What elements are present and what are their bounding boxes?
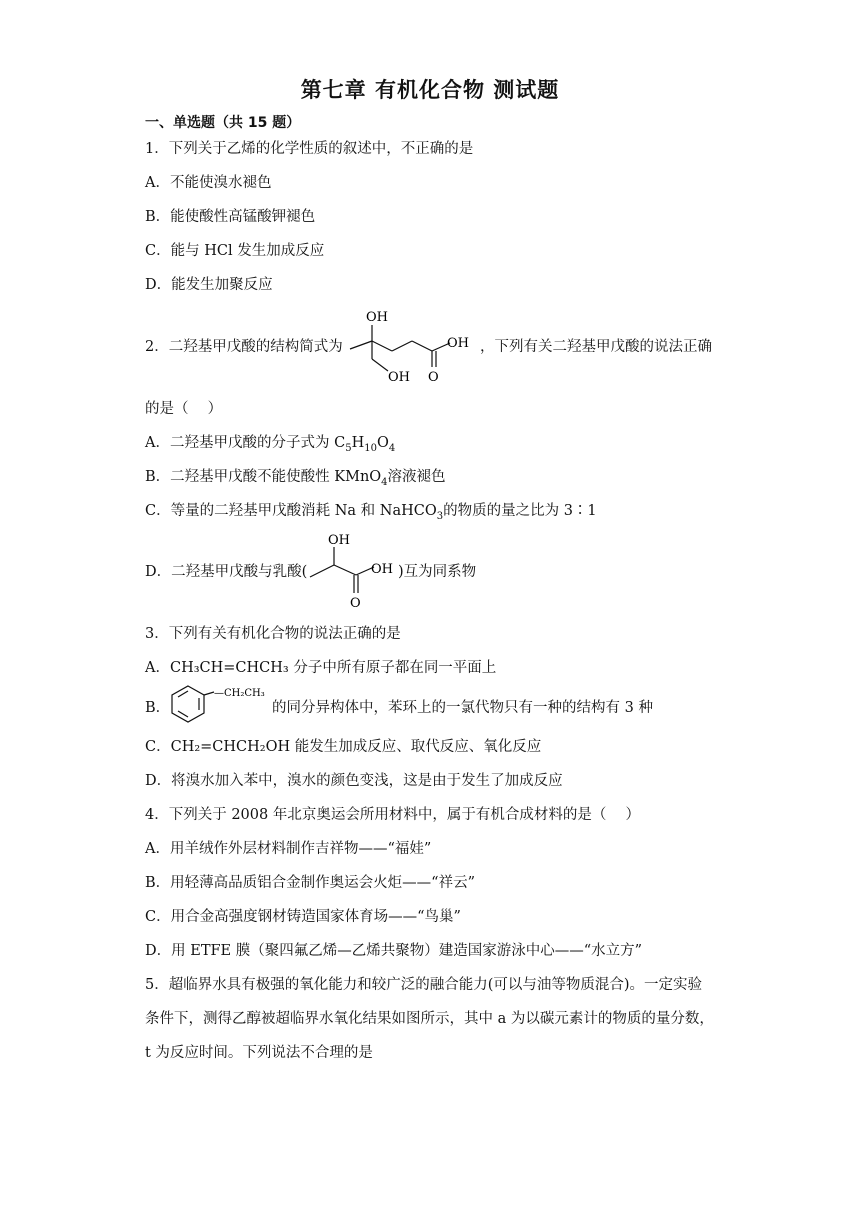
q1-stem: 1．下列关于乙烯的化学性质的叙述中，不正确的是 — [145, 141, 474, 157]
q1-option-b: B．能使酸性高锰酸钾褪色 — [145, 209, 316, 225]
q2-a-mid2: O — [376, 435, 389, 451]
lactic-acid-structure — [308, 531, 400, 611]
q3-option-b-post: 的同分异构体中，苯环上的一氯代物只有一种的结构有 3 种 — [272, 700, 653, 716]
q2-a-sub3: 4 — [388, 442, 396, 454]
q1-option-d: D．能发生加聚反应 — [145, 277, 273, 293]
q2-option-b — [145, 467, 446, 493]
q4-option-b: B．用轻薄高品质铝合金制作奥运会火炬——“祥云” — [145, 875, 475, 891]
q4-option-d: D．用 ETFE 膜（聚四氟乙烯—乙烯共聚物）建造国家游泳中心——“水立方” — [145, 943, 643, 959]
q2-option-c — [145, 501, 597, 527]
q2-c-text: C．等量的二羟基甲戊酸消耗 Na 和 NaHCO — [145, 503, 437, 519]
q2-stem — [145, 337, 343, 357]
q2-a-mid1: H — [351, 435, 365, 451]
lactic-oh-top: OH — [328, 533, 350, 548]
struct-carbonyl-o: O — [428, 370, 439, 385]
struct-oh-top: OH — [366, 310, 388, 325]
ethylbenzene-structure — [170, 684, 270, 730]
q2-b-sub: 4 — [381, 476, 388, 488]
struct-oh-bottom: OH — [388, 370, 410, 385]
q3-option-b-pre: B． — [145, 700, 171, 716]
lactic-oh-acid: OH — [371, 562, 393, 577]
q3-option-a: A．CH₃CH=CHCH₃ 分子中所有原子都在同一平面上 — [145, 660, 497, 676]
q4-option-a: A．用羊绒作外层材料制作吉祥物——“福娃” — [145, 841, 432, 857]
q2-option-d-pre: D．二羟基甲戊酸与乳酸( — [145, 564, 308, 580]
q2-option-a — [145, 433, 395, 459]
q5-line-3: t 为反应时间。下列说法不合理的是 — [145, 1045, 373, 1061]
struct-oh-acid: OH — [447, 336, 469, 351]
q2-option-d-post: )互为同系物 — [398, 564, 477, 580]
section-heading: 一、单选题（共 15 题） — [145, 115, 301, 131]
mevalonic-acid-structure — [348, 305, 478, 387]
q2-a-sub2: 10 — [364, 442, 377, 454]
q3-option-d: D．将溴水加入苯中，溴水的颜色变浅，这是由于发生了加成反应 — [145, 773, 563, 789]
q1-option-a: A．不能使溴水褪色 — [145, 175, 272, 191]
q5-line-2: 条件下，测得乙醇被超临界水氧化结果如图所示，其中 a 为以碳元素计的物质的量分数， — [145, 1011, 714, 1027]
q2-a-text: A．二羟基甲戊酸的分子式为 C — [145, 435, 346, 451]
q1-option-c: C．能与 HCl 发生加成反应 — [145, 243, 325, 259]
ethyl-group-label: —CH₂CH₃ — [214, 688, 265, 699]
q2-stem-post: ，下列有关二羟基甲戊酸的说法正确 — [480, 339, 712, 355]
q2-c-post: 的物质的量之比为 3∶1 — [443, 503, 597, 519]
q4-stem: 4．下列关于 2008 年北京奥运会所用材料中，属于有机合成材料的是（ ） — [145, 807, 640, 823]
q2-a-sub1: 5 — [345, 442, 352, 454]
q2-b-text: B．二羟基甲戊酸不能使酸性 KMnO — [145, 469, 382, 485]
q2-b-post: 溶液褪色 — [387, 469, 446, 485]
q4-option-c: C．用合金高强度钢材铸造国家体育场——“鸟巢” — [145, 909, 461, 925]
q5-line-1: 5．超临界水具有极强的氧化能力和较广泛的融合能力(可以与油等物质混合)。一定实验 — [145, 977, 703, 993]
q2-stem-pre: 2．二羟基甲戊酸的结构简式为 — [145, 339, 343, 355]
q3-option-c: C．CH₂=CHCH₂OH 能发生加成反应、取代反应、氧化反应 — [145, 739, 542, 755]
q2-c-sub: 3 — [436, 510, 444, 522]
lactic-carbonyl-o: O — [350, 596, 361, 611]
page-title: 第七章 有机化合物 测试题 — [300, 78, 560, 102]
q2-stem-continued: 的是（ ） — [145, 401, 223, 417]
q3-stem: 3．下列有关有机化合物的说法正确的是 — [145, 626, 401, 642]
